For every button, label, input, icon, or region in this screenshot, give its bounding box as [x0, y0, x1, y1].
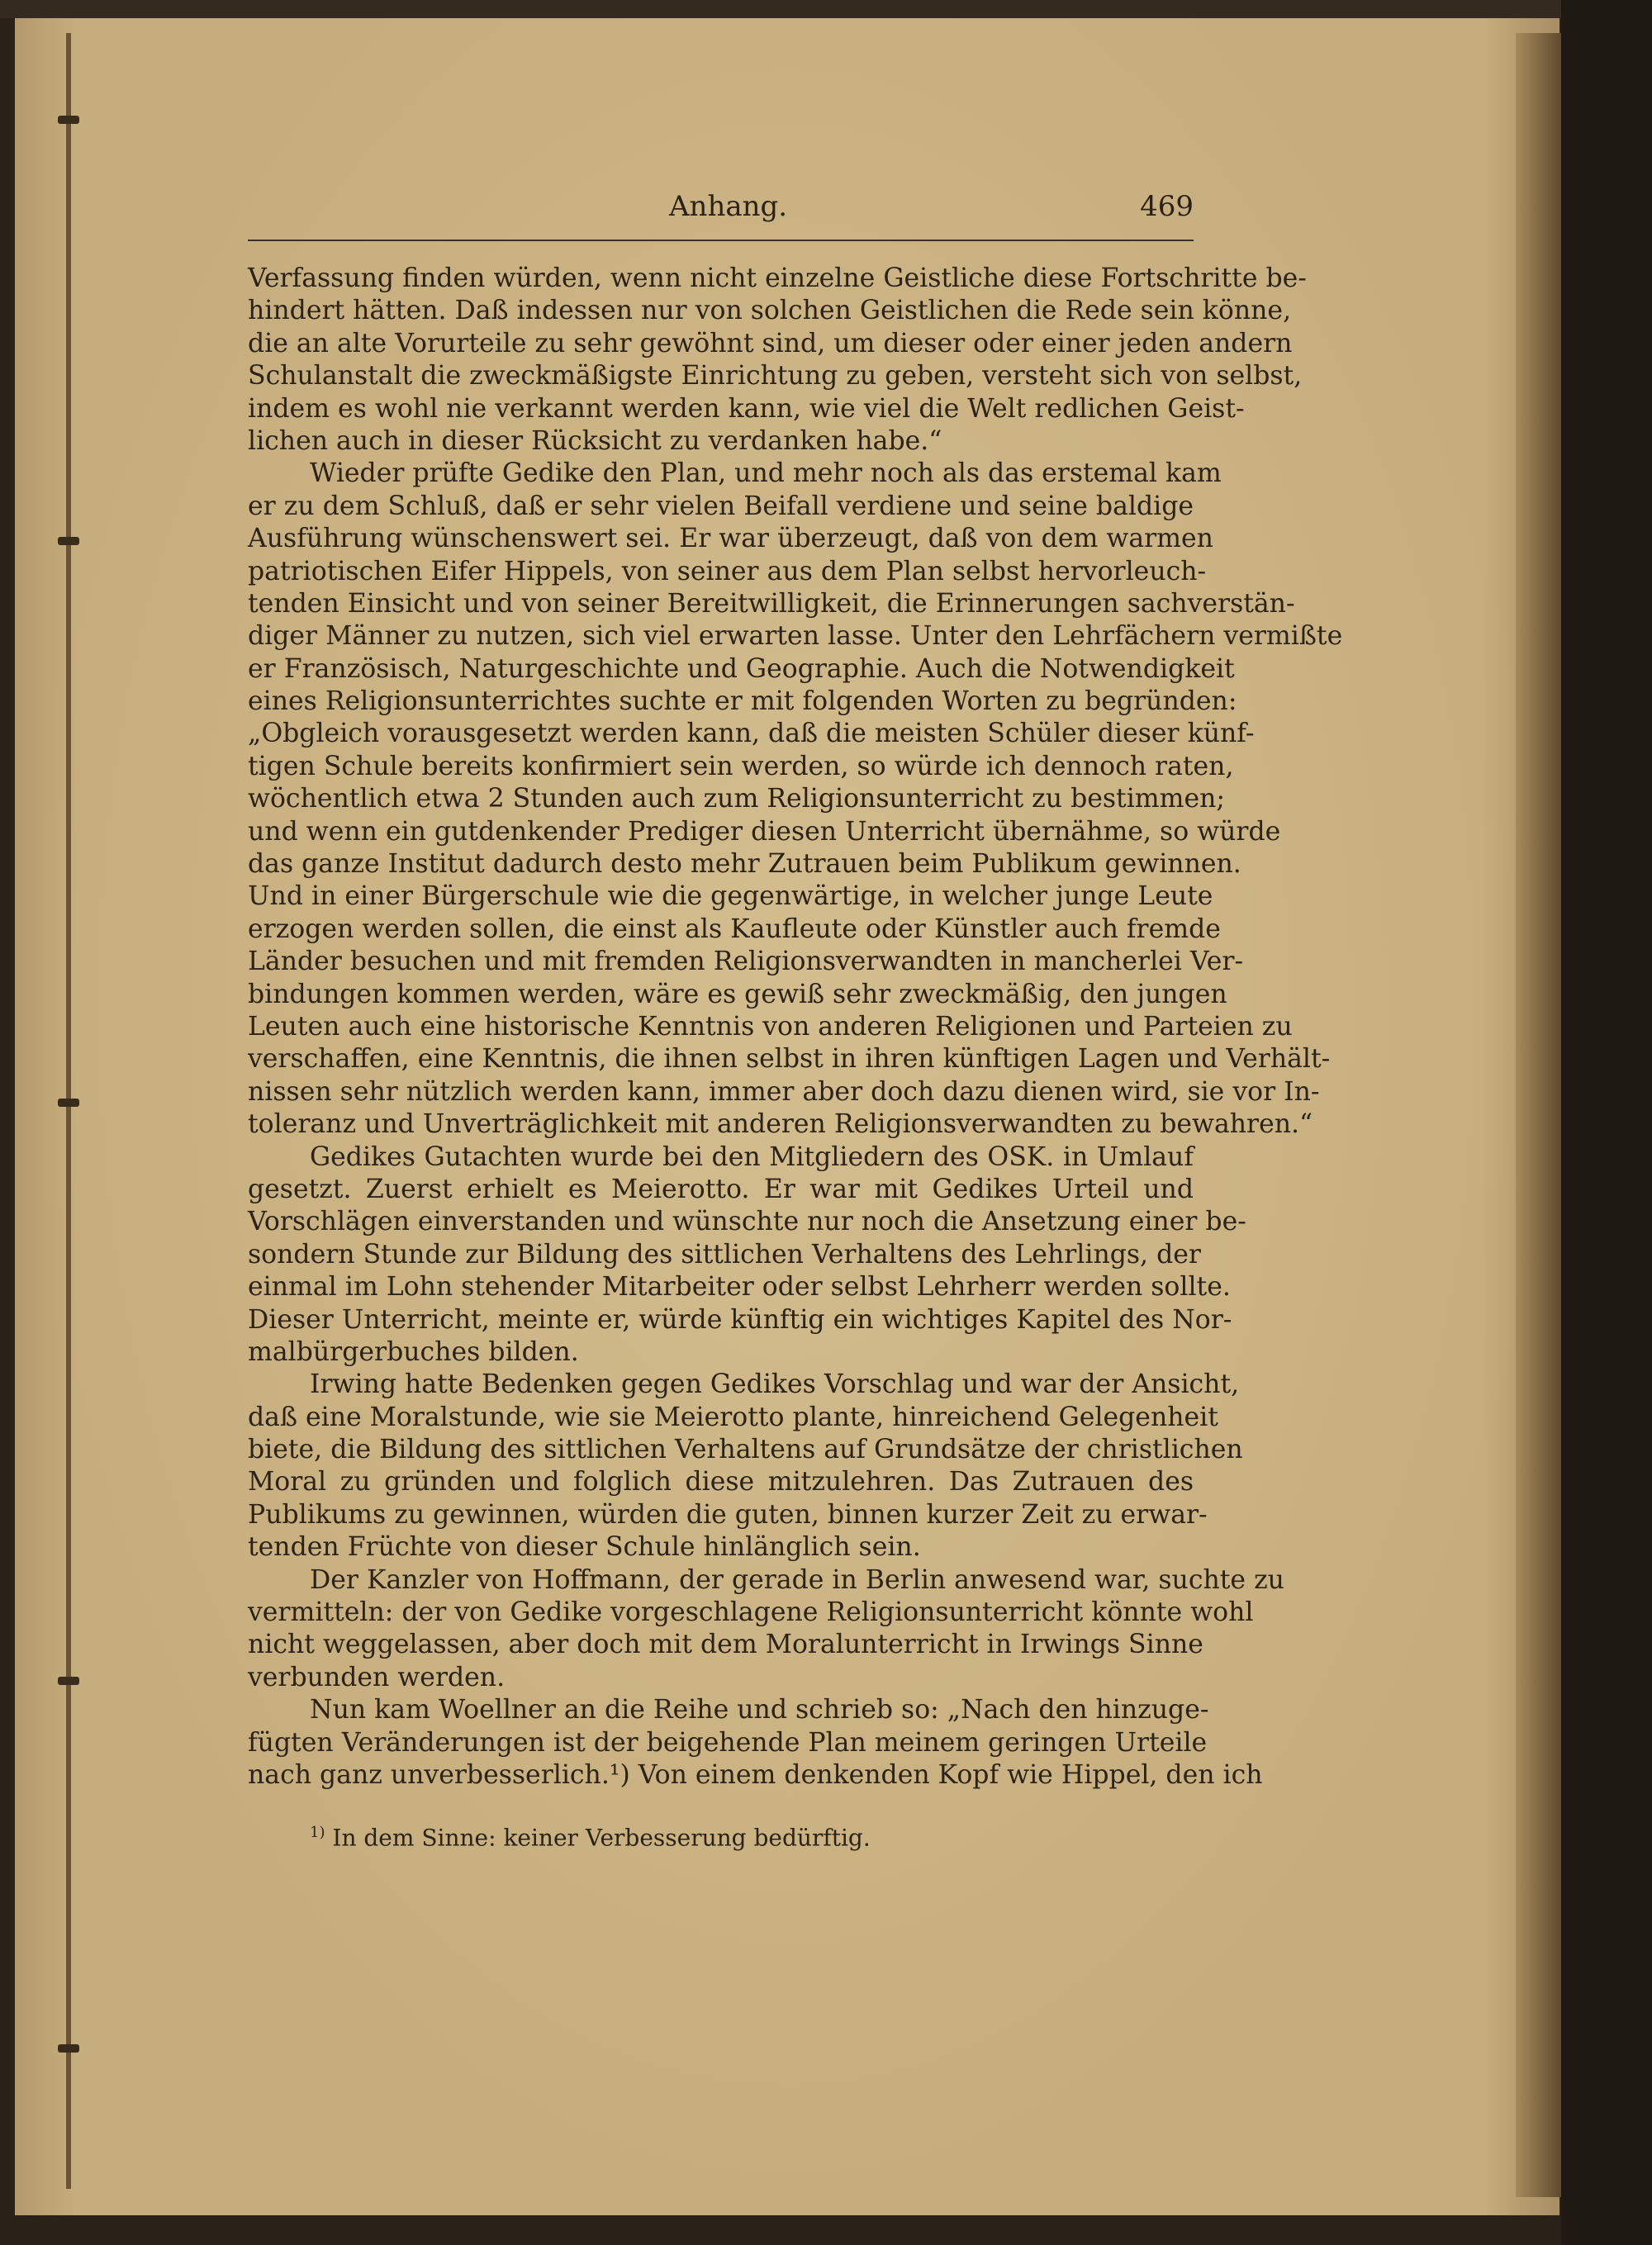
- text-line: tigen Schule bereits konfirmiert sein werden, so würde ich dennoch raten,: [248, 751, 1234, 781]
- text-line: Moral zu gründen und folglich diese mitzulehren. Das Zutrauen des: [248, 1467, 1194, 1497]
- text-line: Publikums zu gewinnen, würden die guten, binnen kurzer Zeit zu erwar-: [248, 1499, 1208, 1530]
- text-line: Länder besuchen und mit fremden Religionsverwandten in mancherlei Ver-: [248, 947, 1244, 977]
- text-line: verschaffen, eine Kenntnis, die ihnen selbst in ihren künftigen Lagen und Verhält-: [248, 1044, 1331, 1075]
- text-line: Dieser Unterricht, meinte er, würde künftig ein wichtiges Kapitel des Nor-: [248, 1304, 1232, 1335]
- page-binding: [66, 33, 71, 2189]
- header-rule: [248, 240, 1194, 241]
- text-line: wöchentlich etwa 2 Stunden auch zum Religionsunterricht zu bestimmen;: [248, 784, 1226, 814]
- text-line: „Obgleich vorausgesetzt werden kann, daß die meisten Schüler dieser künf-: [248, 719, 1255, 749]
- body-text: [248, 263, 1343, 1792]
- text-line: Ausführung wünschenswert sei. Er war überzeugt, daß von dem warmen: [248, 524, 1213, 554]
- text-line: Nun kam Woellner an die Reihe und schrieb so: „Nach den hinzuge-: [310, 1695, 1209, 1725]
- footnote-text: In dem Sinne: keiner Verbesserung bedürftig.: [332, 1824, 871, 1852]
- text-line: verbunden werden.: [248, 1662, 506, 1692]
- footnote-marker: 1): [310, 1824, 325, 1841]
- text-line: er zu dem Schluß, daß er sehr vielen Beifall verdiene und seine baldige: [248, 491, 1194, 521]
- page-edge: [1516, 33, 1561, 2197]
- text-line: Und in einer Bürgerschule wie die gegenwärtige, in welcher junge Leute: [248, 881, 1213, 912]
- text-line: und wenn ein gutdenkender Prediger diesen Unterricht übernähme, so würde: [248, 816, 1281, 847]
- text-line: das ganze Institut dadurch desto mehr Zutrauen beim Publikum gewinnen.: [248, 849, 1241, 880]
- text-line: diger Männer zu nutzen, sich viel erwarten lasse. Unter den Lehrfächern vermißte: [248, 621, 1343, 652]
- book-cover-top: [0, 0, 1652, 18]
- text-line: gesetzt. Zuerst erhielt es Meierotto. Er war mit Gedikes Urteil und: [248, 1174, 1194, 1204]
- book-cover-right: [1561, 0, 1652, 2245]
- text-line: indem es wohl nie verkannt werden kann, wie viel die Welt redlichen Geist-: [248, 393, 1245, 424]
- binding-stitch: [58, 1099, 79, 1107]
- text-line: tenden Einsicht und von seiner Bereitwilligkeit, die Erinnerungen sachverstän-: [248, 588, 1295, 619]
- text-line: vermitteln: der von Gedike vorgeschlagene Religionsunterricht könnte wohl: [248, 1597, 1254, 1628]
- text-line: nissen sehr nützlich werden kann, immer aber doch dazu dienen wird, sie vor In-: [248, 1076, 1320, 1107]
- text-line: die an alte Vorurteile zu sehr gewöhnt sind, um dieser oder einer jeden andern: [248, 328, 1293, 358]
- text-line: lichen auch in dieser Rücksicht zu verdanken habe.“: [248, 425, 942, 456]
- text-line: Gedikes Gutachten wurde bei den Mitgliedern des OSK. in Umlauf: [310, 1141, 1194, 1172]
- footnote: [310, 1824, 1136, 1851]
- text-line: Vorschlägen einverstanden und wünschte nur noch die Ansetzung einer be-: [248, 1207, 1246, 1237]
- text-line: Irwing hatte Bedenken gegen Gedikes Vorschlag und war der Ansicht,: [310, 1369, 1240, 1400]
- running-head-title: Anhang.: [669, 190, 788, 223]
- text-line: hindert hätten. Daß indessen nur von solchen Geistlichen die Rede sein könne,: [248, 296, 1292, 326]
- page-number: 469: [1140, 190, 1194, 223]
- text-line: tenden Früchte von dieser Schule hinlänglich sein.: [248, 1532, 921, 1563]
- text-line: Schulanstalt die zweckmäßigste Einrichtung zu geben, versteht sich von selbst,: [248, 361, 1303, 392]
- text-line: Wieder prüfte Gedike den Plan, und mehr noch als das erstemal kam: [310, 458, 1222, 489]
- text-line: einmal im Lohn stehender Mitarbeiter oder selbst Lehrherr werden sollte.: [248, 1272, 1231, 1303]
- text-line: erzogen werden sollen, die einst als Kaufleute oder Künstler auch fremde: [248, 914, 1221, 944]
- binding-stitch: [58, 1677, 79, 1685]
- binding-stitch: [58, 537, 79, 545]
- text-line: Der Kanzler von Hoffmann, der gerade in Berlin anwesend war, suchte zu: [310, 1564, 1284, 1595]
- text-line: sondern Stunde zur Bildung des sittlichen Verhaltens des Lehrlings, der: [248, 1239, 1201, 1270]
- text-line: fügten Veränderungen ist der beigehende Plan meinem geringen Urteile: [248, 1727, 1208, 1758]
- text-line: Verfassung finden würden, wenn nicht einzelne Geistliche diese Fortschritte be-: [248, 263, 1307, 293]
- binding-stitch: [58, 116, 79, 124]
- text-line: patriotischen Eifer Hippels, von seiner aus dem Plan selbst hervorleuch-: [248, 556, 1207, 586]
- text-line: biete, die Bildung des sittlichen Verhaltens auf Grundsätze der christlichen: [248, 1435, 1243, 1465]
- text-line: toleranz und Unverträglichkeit mit anderen Religionsverwandten zu bewahren.“: [248, 1109, 1313, 1140]
- text-line: Leuten auch eine historische Kenntnis von anderen Religionen und Parteien zu: [248, 1011, 1293, 1042]
- text-line: nach ganz unverbesserlich.¹) Von einem denkenden Kopf wie Hippel, den ich: [248, 1759, 1263, 1790]
- running-head: [248, 190, 1194, 231]
- text-line: er Französisch, Naturgeschichte und Geographie. Auch die Notwendigkeit: [248, 653, 1235, 684]
- text-line: bindungen kommen werden, wäre es gewiß sehr zweckmäßig, den jungen: [248, 979, 1227, 1009]
- binding-stitch: [58, 2044, 79, 2053]
- text-line: malbürgerbuches bilden.: [248, 1336, 579, 1367]
- text-line: nicht weggelassen, aber doch mit dem Moralunterricht in Irwings Sinne: [248, 1630, 1203, 1660]
- text-line: eines Religionsunterrichtes suchte er mit folgenden Worten zu begründen:: [248, 686, 1237, 717]
- text-line: daß eine Moralstunde, wie sie Meierotto plante, hinreichend Gelegenheit: [248, 1402, 1218, 1432]
